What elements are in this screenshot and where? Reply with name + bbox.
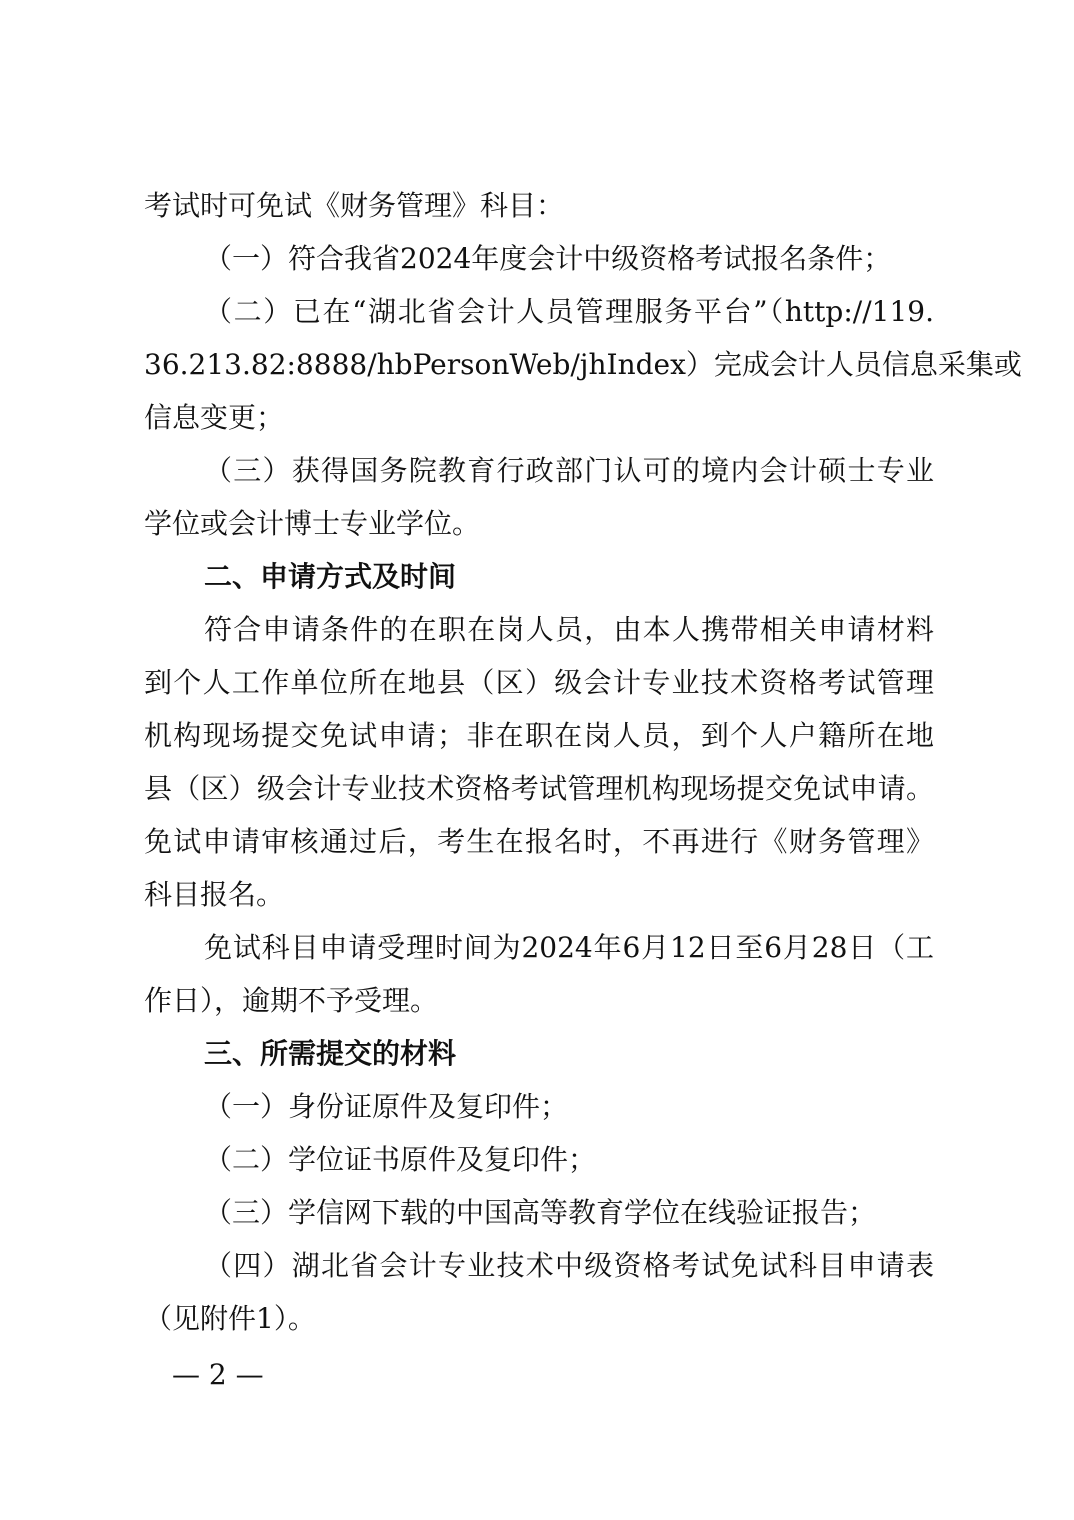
section-heading-materials: 三、所需提交的材料 [204, 1037, 457, 1070]
body-text-line: 36.213.82:8888/hbPersonWeb/jhIndex）完成会计人员信息采集或 [144, 348, 1022, 381]
list-item-condition-1: （一）符合我省2024年度会计中级资格考试报名条件； [204, 242, 892, 275]
body-text-line: 学位或会计博士专业学位。 [144, 507, 481, 540]
body-text-line: 免试申请审核通过后，考生在报名时，不再进行《财务管理》 [144, 825, 934, 858]
body-text-line: 信息变更； [144, 401, 285, 434]
list-item-material-1: （一）身份证原件及复印件； [204, 1090, 569, 1123]
body-text-line: 免试科目申请受理时间为2024年6月12日至6月28日（工 [204, 931, 934, 964]
section-heading-application: 二、申请方式及时间 [204, 560, 457, 593]
list-item-condition-3: （三）获得国务院教育行政部门认可的境内会计硕士专业 [204, 454, 934, 487]
body-text-line: 机构现场提交免试申请；非在职在岗人员，到个人户籍所在地 [144, 719, 934, 752]
list-item-material-4: （四）湖北省会计专业技术中级资格考试免试科目申请表 [204, 1249, 934, 1282]
body-text-line: 科目报名。 [144, 878, 285, 911]
body-text-line: （见附件1）。 [144, 1302, 316, 1335]
body-text-line: 符合申请条件的在职在岗人员，由本人携带相关申请材料 [204, 613, 934, 646]
body-text-line: 考试时可免试《财务管理》科目： [144, 189, 565, 222]
list-item-material-2: （二）学位证书原件及复印件； [204, 1143, 597, 1176]
body-text-line: 到个人工作单位所在地县（区）级会计专业技术资格考试管理 [144, 666, 934, 699]
body-text-line: 县（区）级会计专业技术资格考试管理机构现场提交免试申请。 [144, 772, 934, 805]
list-item-material-3: （三）学信网下载的中国高等教育学位在线验证报告； [204, 1196, 877, 1229]
list-item-condition-2: （二）已在“湖北省会计人员管理服务平台”（http://119. [204, 295, 934, 328]
body-text-line: 作日），逾期不予受理。 [144, 984, 439, 1017]
page-number: — 2 — [172, 1358, 264, 1391]
